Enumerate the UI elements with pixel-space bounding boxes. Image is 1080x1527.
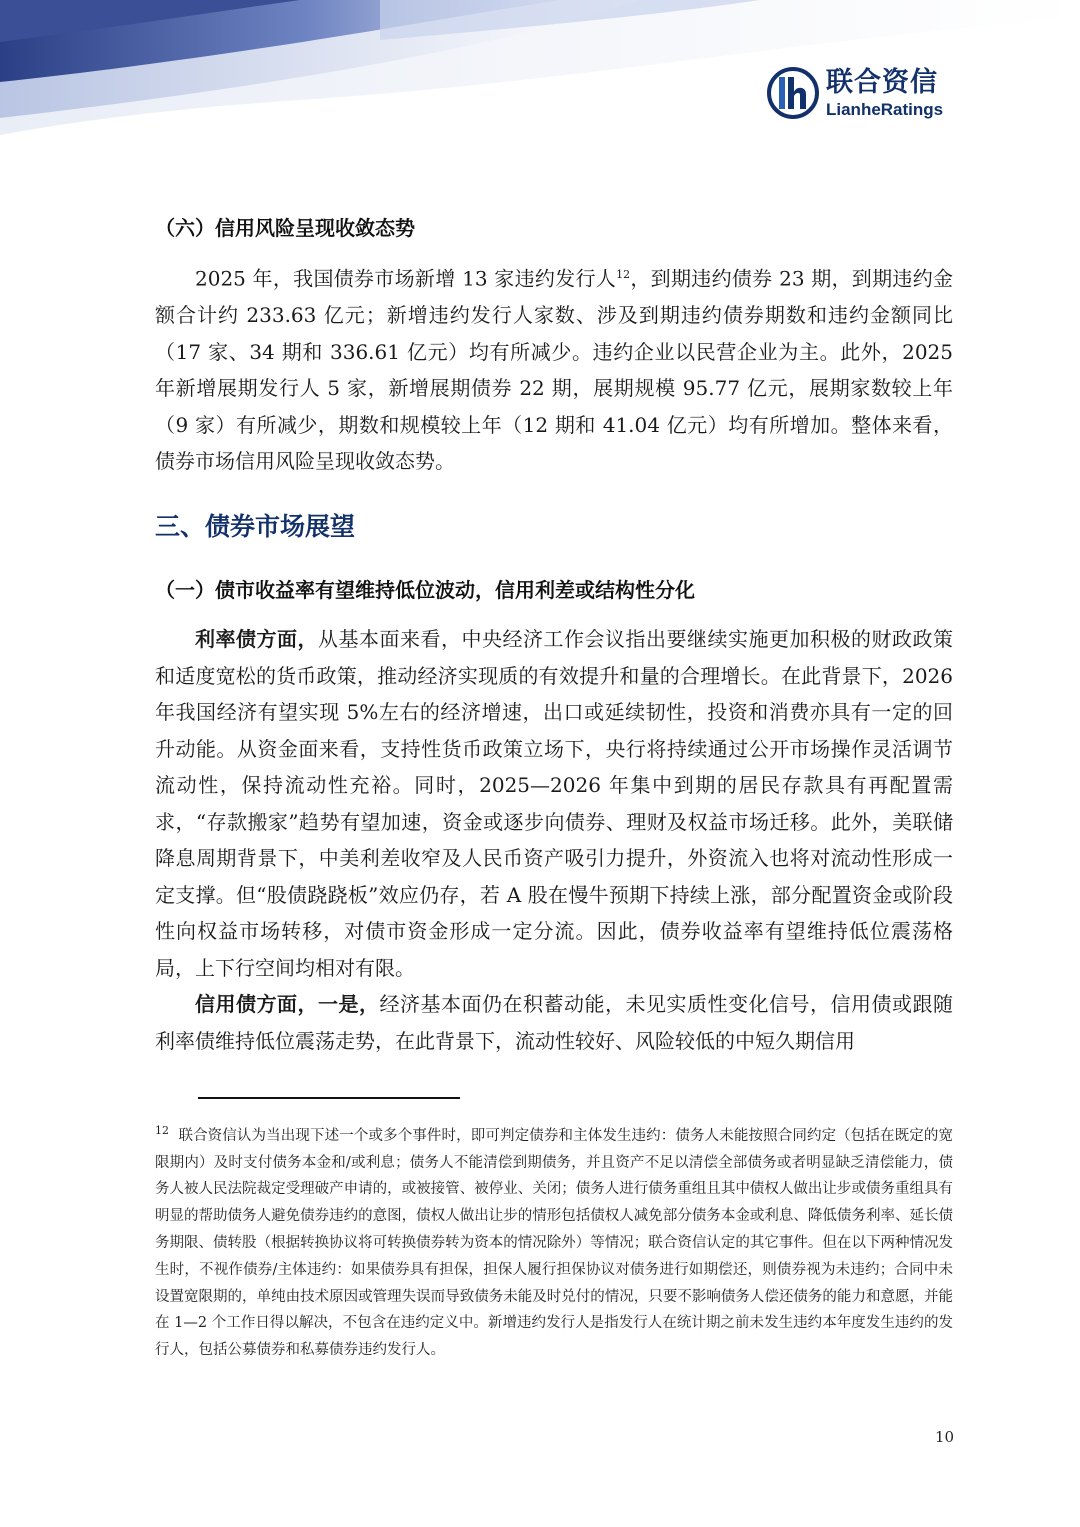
lianhe-logo-icon <box>766 66 820 120</box>
section-6-heading: （六）信用风险呈现收敛态势 <box>155 216 415 240</box>
paragraph-text: ，到期违约债券 23 期，到期违约金额合计约 233.63 亿元；新增违约发行人家数、涉及到期违约债券期数和违约金额同比（17 家、34 期和 336.61 亿元）均有所减少。违约企业以民营企业为主。此外，2025 年新增展期发行人 5 家，新增展期债券 22 期，展期规模 95.77 亿元，展期家数较上年（9 家）有所减少，期数和规模较上年（12 期和 41.04 亿元）均有所增加。整体来看，债券市场信用风险呈现收敛态势。 <box>155 266 953 474</box>
subsection-1-heading: （一）债市收益率有望维持低位波动，信用利差或结构性分化 <box>155 578 695 602</box>
logo-chinese-name: 联合资信 <box>826 66 938 98</box>
page-number: 10 <box>935 1428 955 1446</box>
paragraph-credit-bonds <box>155 986 953 1059</box>
footnote-divider <box>198 1097 460 1099</box>
paragraph-text: 2025 年，我国债券市场新增 13 家违约发行人 <box>195 266 617 291</box>
footnote-text: 联合资信认为当出现下述一个或多个事件时，即可判定债券和主体发生违约：债务人未能按照合同约定（包括在既定的宽限期内）及时支付债务本金和/或利息；债务人不能清偿到期债务，并且资产不足以清偿全部债务或者明显缺乏清偿能力，债务人被人民法院裁定受理破产申请的，或被接管、被停业、关闭；债务人进行债务重组且其中债权人做出让步或债务重组具有明显的帮助债务人避免债券违约的意图，债权人做出让步的情形包括债权人减免部分债务本金或利息、降低债务利率、延长债务期限、债转股（根据转换协议将可转换债券转为资本的情况除外）等情况；联合资信认定的其它事件。但在以下两种情况发生时，不视作债券/主体违约：如果债券具有担保，担保人履行担保协议对债务进行如期偿还，则债券视为未违约；合同中未设置宽限期的，单纯由技术原因或管理失误而导致债务未能及时兑付的情况，只要不影响债务人偿还债务的能力和意愿，并能在 1—2 个工作日得以解决，不包含在违约定义中。新增违约发行人是指发行人在统计期之前未发生违约本年度发生违约的发行人，包括公募债券和私募债券违约发行人。 <box>155 1127 953 1359</box>
footnote <box>155 1118 953 1364</box>
footnote-marker: 12 <box>155 1124 169 1137</box>
paragraph-text: 经济基本面仍在积蓄动能，未见实质性变化信号，信用债或跟随利率债维持低位震荡走势，在此背景下，流动性较好、风险较低的中短久期信用 <box>155 992 953 1053</box>
footnote-ref: 12 <box>616 268 631 281</box>
lianhe-logo <box>766 66 943 120</box>
paragraph-lead: 利率债方面， <box>195 627 318 651</box>
paragraph-text: 从基本面来看，中央经济工作会议指出要继续实施更加积极的财政政策和适度宽松的货币政策，推动经济实现质的有效提升和量的合理增长。在此背景下，2026 年我国经济有望实现 5%左右的经济增速，出口或延续韧性，投资和消费亦具有一定的回升动能。从资金面来看，支持性货币政策立场下，央行将持续通过公开市场操作灵活调节流动性，保持流动性充裕。同时，2025—2026 年集中到期的居民存款具有再配置需求，“存款搬家”趋势有望加速，资金或逐步向债券、理财及权益市场迁移。此外，美联储降息周期背景下，中美利差收窄及人民币资产吸引力提升，外资流入也将对流动性形成一定支撑。但“股债跷跷板”效应仍存，若 A 股在慢牛预期下持续上涨，部分配置资金或阶段性向权益市场转移，对债市资金形成一定分流。因此，债券收益率有望维持低位震荡格局，上下行空间均相对有限。 <box>155 627 953 980</box>
logo-english-name: LianheRatings <box>826 99 944 119</box>
paragraph-rate-bonds <box>155 621 953 986</box>
paragraph-credit-risk <box>155 257 953 480</box>
section-6-body <box>155 257 953 480</box>
section-3-body <box>155 621 953 1059</box>
section-3-heading: 三、债券市场展望 <box>155 512 356 541</box>
paragraph-lead: 信用债方面，一是， <box>195 992 380 1016</box>
